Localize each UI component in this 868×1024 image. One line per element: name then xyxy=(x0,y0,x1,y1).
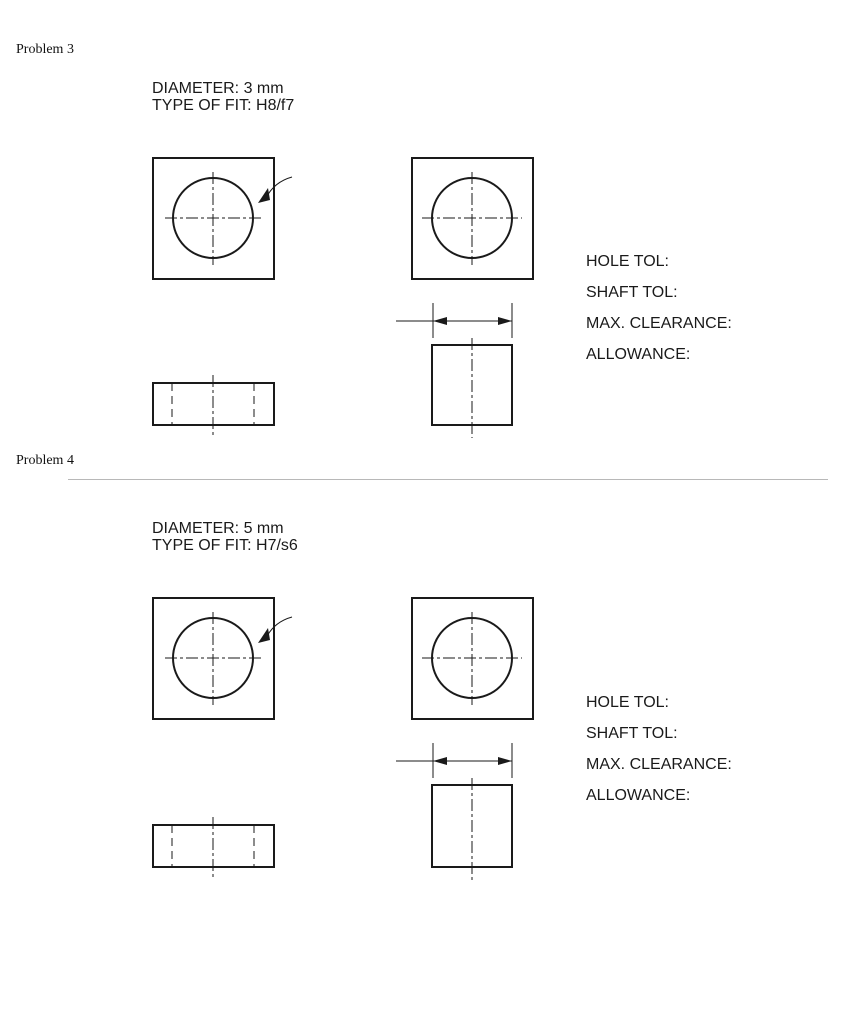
problem-4-diameter: DIAMETER: 5 mm xyxy=(152,520,284,537)
problem-3-hole-side-view xyxy=(153,375,274,438)
problem-3-hole-front-view xyxy=(153,158,292,279)
problem-4-allowance-label: ALLOWANCE: xyxy=(586,787,691,804)
problem-3-shaft-tol-label: SHAFT TOL: xyxy=(586,284,678,301)
problem-3-hole-tol-label: HOLE TOL: xyxy=(586,253,669,270)
problem-4-hole-side-view xyxy=(153,817,274,880)
problem-4-hole-tol-label: HOLE TOL: xyxy=(586,694,669,711)
problem-3-dimension-line xyxy=(396,303,512,338)
problem-3-label: Problem 3 xyxy=(16,42,74,57)
problem-3-fit-type: TYPE OF FIT: H8/f7 xyxy=(152,97,295,114)
problem-4-shaft-end-view xyxy=(412,598,533,719)
problem-4-dimension-line xyxy=(396,743,512,778)
problem-3-shaft-side-view xyxy=(432,338,512,438)
problem-3-drawing xyxy=(0,0,868,480)
problem-4-drawing xyxy=(0,440,868,900)
problem-4-max-clearance-label: MAX. CLEARANCE: xyxy=(586,756,732,773)
problem-4-hole-front-view xyxy=(153,598,292,719)
problem-3-diameter: DIAMETER: 3 mm xyxy=(152,80,284,97)
problem-4-label: Problem 4 xyxy=(16,453,74,468)
problem-4-shaft-tol-label: SHAFT TOL: xyxy=(586,725,678,742)
problem-3-max-clearance-label: MAX. CLEARANCE: xyxy=(586,315,732,332)
problem-4-shaft-side-view xyxy=(432,778,512,880)
problem-3-allowance-label: ALLOWANCE: xyxy=(586,346,691,363)
problem-3-shaft-end-view xyxy=(412,158,533,279)
problem-4-fit-type: TYPE OF FIT: H7/s6 xyxy=(152,537,298,554)
